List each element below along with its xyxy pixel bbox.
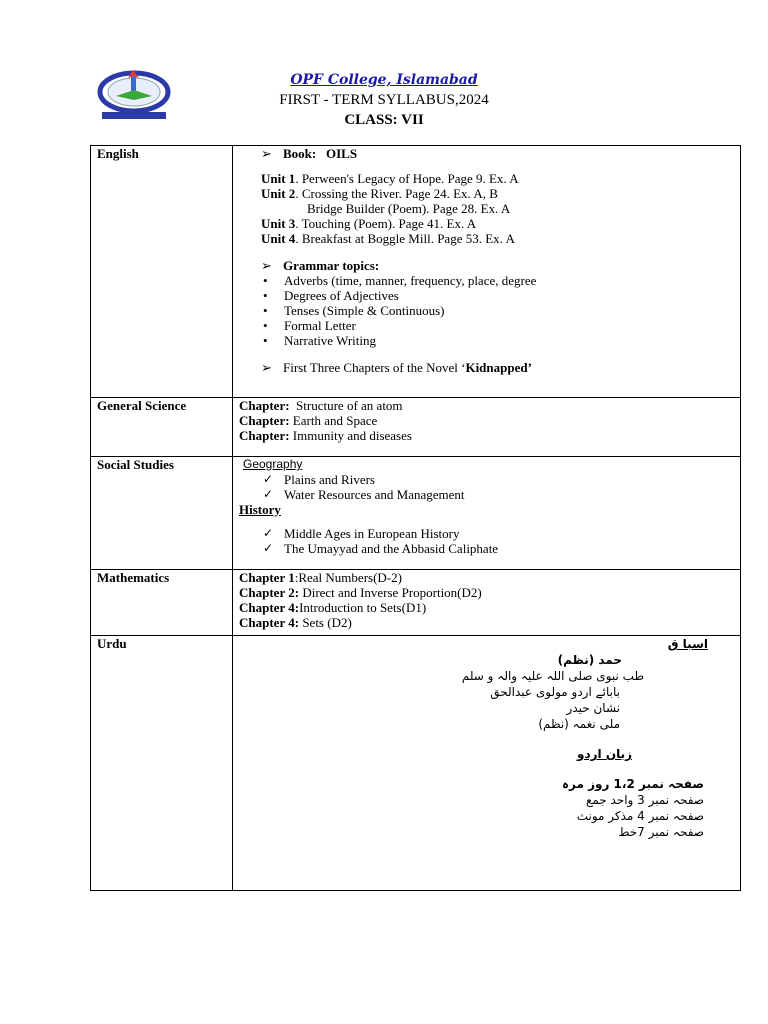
urdu-heading: اسبا ق bbox=[667, 637, 708, 651]
urdu-lesson: طب نبوی صلی اللہ علیہ والہ و سلم bbox=[461, 669, 644, 683]
urdu-lesson: بابائے اردو مولوی عبدالحق bbox=[490, 685, 620, 699]
social-content bbox=[233, 457, 741, 570]
table-row bbox=[91, 636, 741, 891]
table-row bbox=[91, 570, 741, 636]
subject-english: English bbox=[91, 146, 233, 398]
book-line: ➢ Book: OILS bbox=[261, 146, 358, 161]
term-title: FIRST - TERM SYLLABUS,2024 bbox=[279, 92, 489, 108]
checkmark-icon: ✓ bbox=[263, 541, 274, 555]
chapter-line: Chapter 4:Introduction to Sets(D1) bbox=[239, 600, 427, 615]
geography-heading: Geography bbox=[243, 457, 303, 471]
bullet-icon: • bbox=[263, 303, 268, 318]
urdu-page-line: صفحہ نمبر 4 مذکر مونث bbox=[576, 809, 704, 823]
table-row bbox=[91, 146, 741, 398]
list-item: ✓ The Umayyad and the Abbasid Caliphate bbox=[263, 541, 499, 556]
chapter-line: Chapter: Earth and Space bbox=[239, 413, 378, 428]
urdu-hamd: حمد (نظم) bbox=[557, 653, 622, 667]
list-item: ✓ Middle Ages in European History bbox=[263, 526, 460, 541]
arrow-bullet-icon: ➢ bbox=[261, 360, 272, 375]
arrow-bullet-icon: ➢ bbox=[261, 146, 272, 161]
urdu-lesson: نشان حیدر bbox=[566, 701, 620, 715]
list-item: • Formal Letter bbox=[263, 318, 356, 333]
unit-line: Unit 3. Touching (Poem). Page 41. Ex. A bbox=[261, 216, 477, 231]
checkmark-icon: ✓ bbox=[263, 472, 274, 486]
chapter-line: Chapter: Structure of an atom bbox=[239, 398, 403, 413]
unit-line: Unit 2. Crossing the River. Page 24. Ex. A, B bbox=[261, 186, 498, 201]
urdu-content bbox=[233, 636, 741, 891]
bullet-icon: • bbox=[263, 288, 268, 303]
urdu-grammar-heading: زبان اردو bbox=[577, 747, 632, 761]
subject-urdu: Urdu bbox=[91, 636, 233, 891]
table-row bbox=[91, 398, 741, 457]
urdu-page-line: صفحہ نمبر 3 واحد جمع bbox=[585, 793, 704, 807]
college-name: OPF College, Islamabad bbox=[290, 72, 478, 88]
bullet-icon: • bbox=[263, 333, 268, 348]
checkmark-icon: ✓ bbox=[263, 487, 274, 501]
urdu-page-line: صفحہ نمبر 7خط bbox=[618, 825, 704, 839]
subject-social-studies: Social Studies bbox=[91, 457, 233, 570]
novel-line: ➢ First Three Chapters of the Novel ‘Kidnapped’ bbox=[261, 360, 532, 375]
math-content bbox=[233, 570, 741, 636]
urdu-page-line: صفحہ نمبر 1،2 روز مرہ bbox=[561, 777, 704, 791]
chapter-line: Chapter 4: Sets (D2) bbox=[239, 615, 352, 630]
class-title: CLASS: VII bbox=[344, 112, 424, 128]
grammar-heading: ➢ Grammar topics: bbox=[261, 258, 380, 273]
bullet-icon: • bbox=[263, 273, 268, 288]
history-heading: History bbox=[239, 502, 281, 517]
subject-mathematics: Mathematics bbox=[91, 570, 233, 636]
list-item: • Narrative Writing bbox=[263, 333, 377, 348]
arrow-bullet-icon: ➢ bbox=[261, 258, 272, 273]
chapter-line: Chapter: Immunity and diseases bbox=[239, 428, 412, 443]
list-item: • Tenses (Simple & Continuous) bbox=[263, 303, 445, 318]
checkmark-icon: ✓ bbox=[263, 526, 274, 540]
english-content bbox=[233, 146, 741, 398]
chapter-line: Chapter 1:Real Numbers(D-2) bbox=[239, 570, 402, 585]
unit-line: Unit 4. Breakfast at Boggle Mill. Page 53. Ex. A bbox=[261, 231, 515, 246]
chapter-line: Chapter 2: Direct and Inverse Proportion(D2) bbox=[239, 585, 482, 600]
table-row bbox=[91, 457, 741, 570]
science-content bbox=[233, 398, 741, 457]
syllabus-table bbox=[90, 145, 741, 891]
urdu-lesson: ملی نغمہ (نظم) bbox=[538, 717, 620, 731]
unit-line: Unit 1. Perween's Legacy of Hope. Page 9. Ex. A bbox=[261, 171, 519, 186]
subject-science: General Science bbox=[91, 398, 233, 457]
unit-line: Bridge Builder (Poem). Page 28. Ex. A bbox=[307, 201, 511, 216]
list-item: ✓ Water Resources and Management bbox=[263, 487, 465, 502]
list-item: • Adverbs (time, manner, frequency, place, degree bbox=[263, 273, 537, 288]
bullet-icon: • bbox=[263, 318, 268, 333]
list-item: • Degrees of Adjectives bbox=[263, 288, 399, 303]
list-item: ✓ Plains and Rivers bbox=[263, 472, 375, 487]
